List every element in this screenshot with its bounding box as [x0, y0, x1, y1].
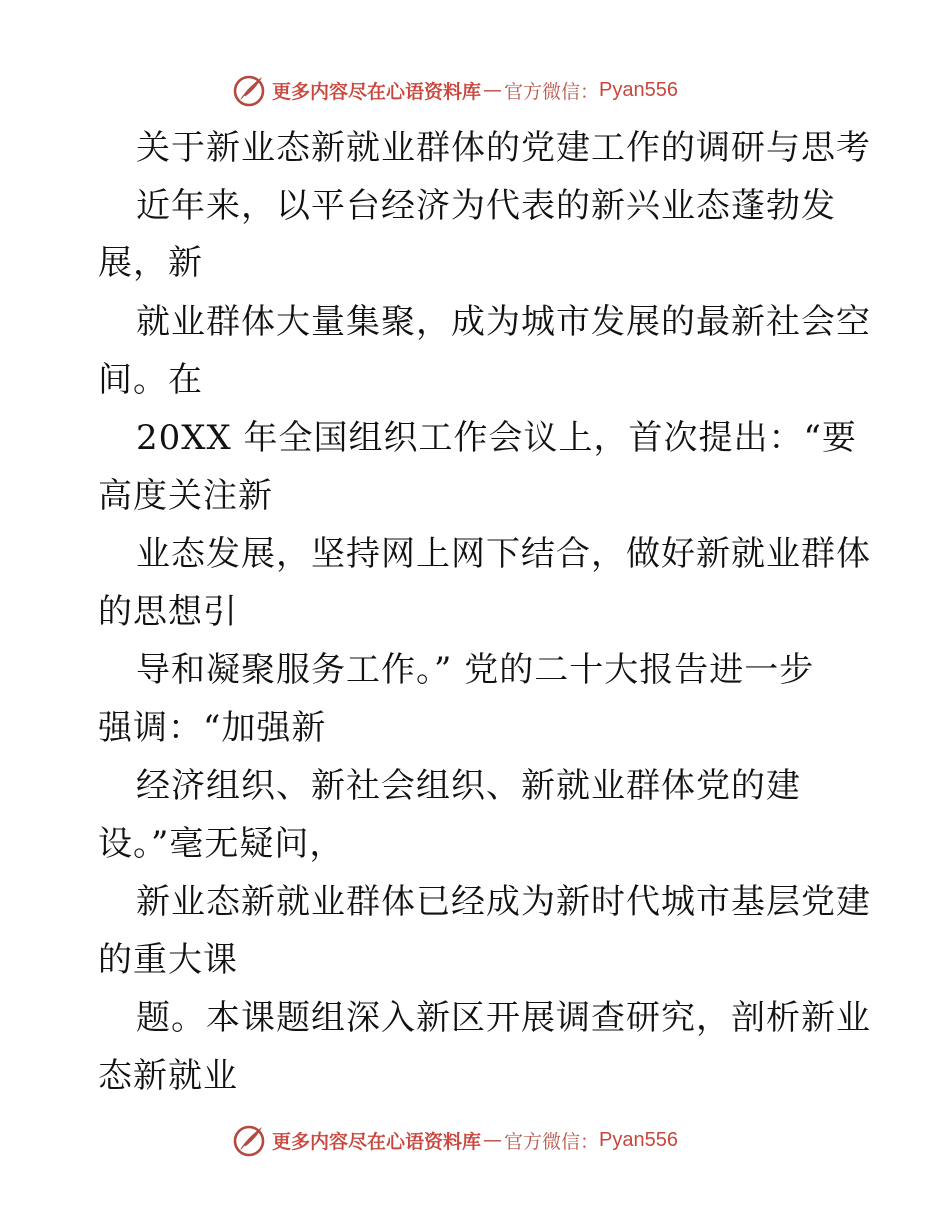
doc-line: 近年来，以平台经济为代表的新兴业态蓬勃发: [136, 186, 836, 226]
doc-line: 的重大课: [98, 940, 238, 980]
doc-line: 新业态新就业群体已经成为新时代城市基层党建: [136, 882, 871, 922]
banner-main-text: 更多内容尽在心语资料库: [272, 1130, 482, 1153]
doc-line: 经济组织、新社会组织、新就业群体党的建: [136, 766, 801, 806]
doc-line: 间。在: [98, 360, 203, 400]
banner-wechat-label: 官方微信：: [504, 1130, 600, 1153]
quill-pen-logo-icon: [232, 1123, 266, 1157]
doc-line: 态新就业: [98, 1056, 238, 1096]
doc-line: 设。”毫无疑问，: [98, 824, 345, 864]
footer-banner: [232, 1120, 678, 1160]
doc-line: 展，新: [98, 243, 203, 283]
banner-dash: —: [483, 79, 503, 101]
banner-wechat-handle: Pyan556: [599, 78, 678, 101]
banner-main-text: 更多内容尽在心语资料库: [272, 80, 482, 103]
banner-wechat-label: 官方微信：: [504, 80, 600, 103]
doc-line: 的思想引: [98, 592, 238, 632]
doc-line: 业态发展，坚持网上网下结合，做好新就业群体: [136, 534, 871, 574]
doc-title-line: 关于新业态新就业群体的党建工作的调研与思考: [136, 128, 871, 168]
header-banner: [232, 70, 678, 110]
doc-line: 就业群体大量集聚，成为城市发展的最新社会空: [136, 302, 871, 342]
doc-line: 高度关注新: [98, 476, 273, 516]
doc-line: 强调：“加强新: [98, 708, 327, 748]
banner-dash: —: [483, 1129, 503, 1151]
doc-line: 20XX 年全国组织工作会议上，首次提出：“要: [136, 418, 857, 458]
quill-pen-logo-icon: [232, 73, 266, 107]
doc-line: 题。本课题组深入新区开展调查研究，剖析新业: [136, 998, 871, 1038]
doc-line: 导和凝聚服务工作。” 党的二十大报告进一步: [136, 650, 815, 690]
banner-wechat-handle: Pyan556: [599, 1128, 678, 1151]
